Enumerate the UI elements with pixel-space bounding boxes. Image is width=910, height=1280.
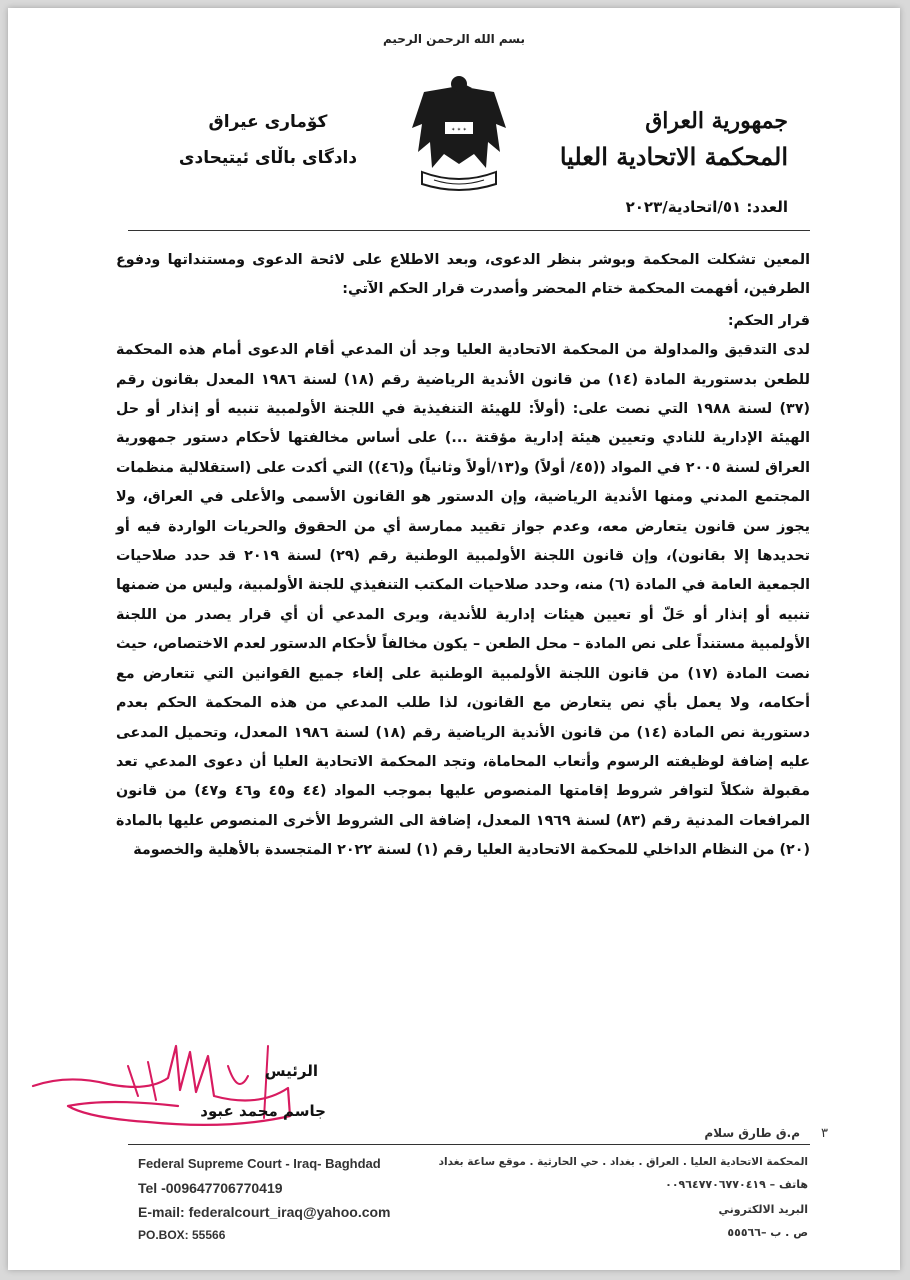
eagle-emblem-icon: [404, 68, 514, 198]
footer-pobox-en: PO.BOX: 55566: [138, 1228, 226, 1242]
footer-email-ar: البريد الالكتروني: [718, 1203, 808, 1216]
court-header-kurdish: [158, 112, 378, 168]
footer-address-en: Federal Supreme Court - Iraq- Baghdad: [138, 1156, 381, 1171]
kurdish-court-title: دادگای باڵای ئیتیحادی: [178, 148, 358, 168]
header-divider: [128, 230, 810, 231]
footer-english: [138, 1156, 391, 1242]
signature-block: [138, 1062, 338, 1120]
footer-address-ar: المحكمة الاتحادية العليا . العراق . بغداد . حي الحارثية . موقع ساعة بغداد: [438, 1156, 808, 1168]
footer-tel-en: Tel -009647706770419: [138, 1180, 283, 1196]
president-title: الرئيس: [264, 1062, 318, 1080]
document-body: [116, 246, 810, 866]
document-page: [8, 8, 900, 1270]
footer-divider: [128, 1144, 810, 1145]
case-number: العدد: ٥١/اتحادية/٢٠٢٣: [625, 198, 788, 216]
basmala: بسم الله الرحمن الرحيم: [382, 32, 526, 46]
president-name: جاسم محمد عبود: [200, 1102, 326, 1120]
page-number: ٣: [821, 1126, 828, 1141]
court-title: المحكمة الاتحادية العليا: [559, 142, 788, 171]
footer-phone-ar: هاتف – ٠٠٩٦٤٧٧٠٦٧٧٠٤١٩: [665, 1178, 808, 1191]
footer-arabic: [439, 1156, 808, 1239]
kurdish-republic-title: کۆماری عیراق: [208, 112, 328, 132]
court-header-arabic: [560, 108, 788, 171]
verdict-heading: قرار الحكم:: [727, 312, 810, 329]
intro-paragraph: المعين تشكلت المحكمة وبوشر بنظر الدعوى، وبعد الاطلاع على لائحة الدعوى ومستنداتها ودفوع الطرفين، أفهمت المحكمة ختام المحضر وأصدرت قرار الحكم الآتي:: [116, 252, 810, 298]
republic-title: جمهورية العراق: [645, 108, 788, 134]
footer-pobox-ar: ص . ب –٥٥٥٦٦: [727, 1226, 808, 1239]
svg-text:✶ ✶ ✶: ✶ ✶ ✶: [451, 127, 467, 133]
clerk-initials: م.ق طارق سلام: [704, 1126, 800, 1140]
verdict-paragraph: لدى التدقيق والمداولة من المحكمة الاتحادية العليا وجد أن المدعي أقام الدعوى أمام هذه المحكمة للطعن بدستورية المادة (١٤) من قانون الأندية الرياضية رقم (١٨) لسنة ١٩٨٦ المعدل بقانون رقم (٣٧) لسنة ١٩٨٨ التي نصت على: (أولاً: للهيئة التنفيذية في اللجنة الأولمبية تنبيه أو إنذار أو حل الهيئة الإدارية للنادي وتعيين هيئة إدارية مؤقتة ...) على أساس مخالفتها لأحكام دستور جمهورية العراق لسنة ٢٠٠٥ في المواد ((٤٥/ أولاً) و(١٣/أولاً وثانياً) و(٤٦)) التي أكدت على (استقلالية منظمات المجتمع المدني ومنها الأندية الرياضية، وإن الدستور هو القانون الأسمى والأعلى في العراق، ولا يجوز سن قانون يتعارض معه، وعدم جواز تقييد ممارسة أي من الحقوق والحريات الواردة فيه أو تحديدها إلا بقانون)، وإن قانون اللجنة الأولمبية الوطنية رقم (٢٩) لسنة ٢٠١٩ قد حدد صلاحيات الجمعية العامة في المادة (٦) منه، وحدد صلاحيات المكتب التنفيذي للجنة الأولمبية، وليس من ضمنها تنبيه أو إنذار أو حَلّ أو تعيين هيئات إدارية للأندية، ويرى المدعي أن أي قرار يصدر من اللجنة الأولمبية مستنداً على نص المادة – محل الطعن – يكون مخالفاً لأحكام الدستور لعدم الاختصاص، حيث نصت المادة (١٧) من قانون اللجنة الأولمبية الوطنية على إلغاء جميع القوانين التي تتعارض مع أحكامه، ولا يعمل بأي نص يتعارض مع القانون، لذا طلب المدعي من هذه المحكمة الحكم بعدم دستورية نص المادة (١٤) من قانون الأندية الرياضية رقم (١٨) لسنة ١٩٨٦ المعدل، وتحميل المدعى عليه إضافة لوظيفته الرسوم وأتعاب المحاماة، وتجد المحكمة الاتحادية العليا أن دعوى المدعي تعد مقبولة شكلاً لتوافر شروط إقامتها المنصوص عليها بموجب المواد (٤٤ و٤٥ و٤٦ و٤٧) من قانون المرافعات المدنية رقم (٨٣) لسنة ١٩٦٩ المعدل، إضافة الى الشروط الأخرى المنصوص عليها بالمادة (٢٠) من النظام الداخلي للمحكمة الاتحادية العليا رقم (١) لسنة ٢٠٢٢ المتجسدة بالأهلية والخصومة: [116, 342, 811, 859]
footer-email-en: E-mail: federalcourt_iraq@yahoo.com: [138, 1204, 391, 1220]
